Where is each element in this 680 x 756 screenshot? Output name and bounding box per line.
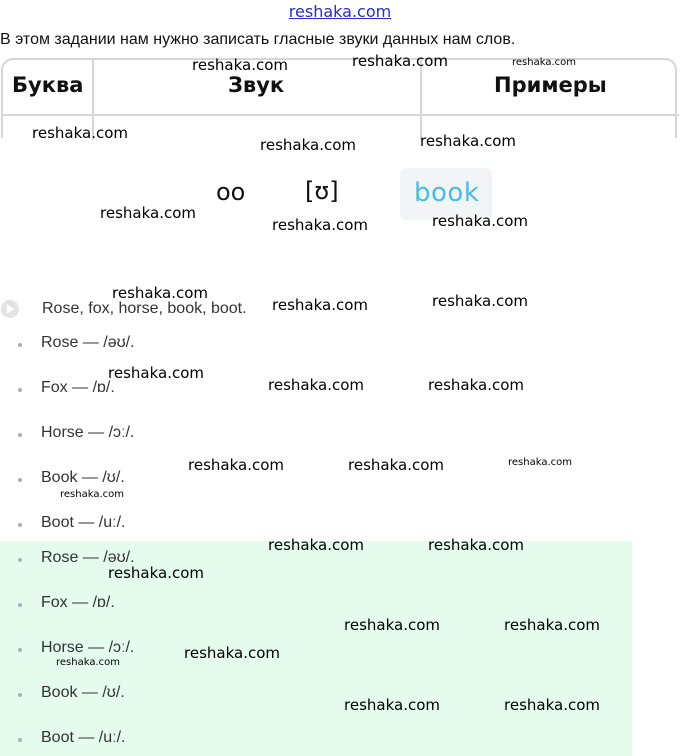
watermark: reshaka.com [504,616,600,634]
list-item: Boot — /uː/. [41,514,126,531]
list-item: Book — /ʊ/. [41,469,125,486]
watermark: reshaka.com [512,57,576,68]
list-item: Fox — /ɒ/. [41,594,115,611]
list-item: Rose — /əʊ/. [41,334,135,351]
table-divider [420,60,422,140]
list-item: Rose — /əʊ/. [41,549,135,566]
cell-sound: [ʊ] [305,177,339,205]
site-link[interactable]: reshaka.com [288,2,392,21]
list-item: Fox — /ɒ/. [41,379,115,396]
header-examples: Примеры [494,73,607,97]
watermark: reshaka.com [260,136,356,154]
watermark: reshaka.com [344,696,440,714]
watermark: reshaka.com [32,124,128,142]
watermark: reshaka.com [268,536,364,554]
bullet-icon [18,558,22,562]
list-item: Horse — /ɔː/. [41,639,135,656]
bullet-icon [18,433,22,437]
bullet-icon [18,693,22,697]
watermark: reshaka.com [188,456,284,474]
watermark: reshaka.com [420,132,516,150]
table-header-divider [3,114,679,116]
task-intro: В этом задании нам нужно записать гласные звуки данных нам слов. [0,31,516,48]
list-item: Boot — /uː/. [41,729,126,746]
watermark: reshaka.com [56,657,120,668]
bullet-icon [18,738,22,742]
header-letter: Буква [12,73,84,97]
watermark: reshaka.com [272,216,368,234]
bullet-icon [18,603,22,607]
play-triangle-icon [7,304,14,314]
watermark: reshaka.com [432,292,528,310]
watermark: reshaka.com [352,52,448,70]
watermark: reshaka.com [268,376,364,394]
watermark: reshaka.com [504,696,600,714]
bullet-icon [18,523,22,527]
cell-example: book [414,178,480,208]
bullet-icon [18,648,22,652]
watermark: reshaka.com [272,296,368,314]
bullet-icon [18,388,22,392]
words-list: Rose, fox, horse, book, boot. [42,300,247,317]
watermark: reshaka.com [112,284,208,302]
watermark: reshaka.com [428,376,524,394]
watermark: reshaka.com [344,616,440,634]
watermark: reshaka.com [348,456,444,474]
watermark: reshaka.com [108,364,204,382]
watermark: reshaka.com [60,489,124,500]
header-sound: Звук [228,73,285,97]
watermark: reshaka.com [508,457,572,468]
watermark: reshaka.com [100,204,196,222]
watermark: reshaka.com [192,56,288,74]
bullet-icon [18,478,22,482]
cell-letter: oo [216,178,246,206]
watermark: reshaka.com [184,644,280,662]
watermark: reshaka.com [432,212,528,230]
list-item: Horse — /ɔː/. [41,424,135,441]
bullet-icon [18,343,22,347]
watermark: reshaka.com [428,536,524,554]
list-item: Book — /ʊ/. [41,684,125,701]
watermark: reshaka.com [108,564,204,582]
